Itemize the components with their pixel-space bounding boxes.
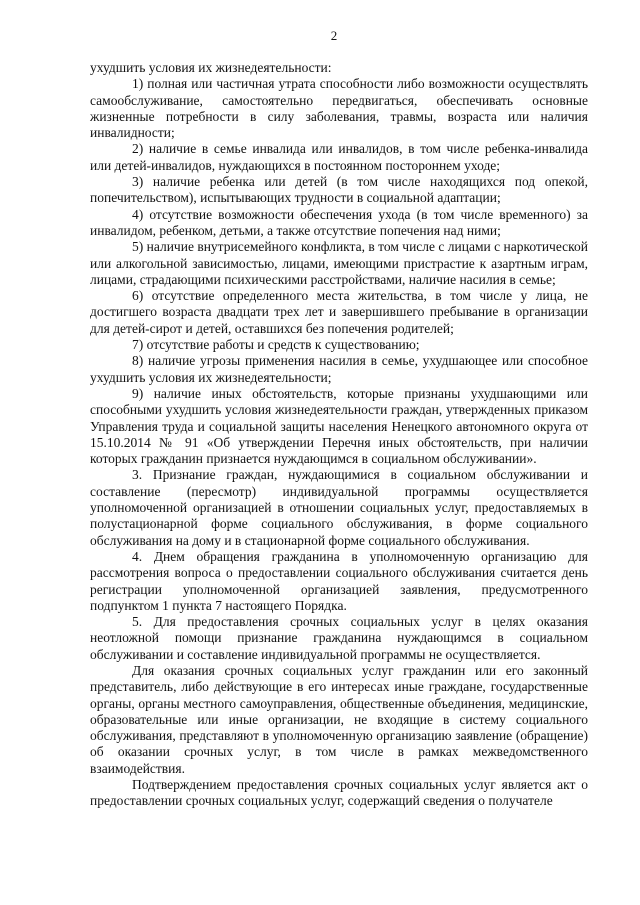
list-item-6: 6) отсутствие определенного места жительства, в том числе у лица, не достигшего возраста двадцати трех лет и завершившего пребывание в организации для детей-сирот и детей, оставшихся без попечения родителей; (90, 288, 588, 336)
list-item-1: 1) полная или частичная утрата способности либо возможности осуществлять самообслуживание, самостоятельно передвигаться, обеспечивать основные жизненные потребности в силу заболевания, травмы, возраста или наличия инвалидности; (90, 76, 588, 141)
list-item-2: 2) наличие в семье инвалида или инвалидов, в том числе ребенка-инвалида или детей-инвалидов, нуждающихся в постоянном постороннем уходе; (90, 141, 588, 173)
list-item-8: 8) наличие угрозы применения насилия в семье, ухудшающее или способное ухудшить условия их жизнедеятельности; (90, 353, 588, 385)
urgent-services-paragraph: Для оказания срочных социальных услуг гражданин или его законный представитель, либо действующие в его интересах иные граждане, государственные органы, органы местного самоуправления, общественные объединения, медицинские, образовательные или иные организации, не входящие в систему социального обслуживания, представляют в уполномоченную организацию заявление (обращение) об оказании срочных услуг, в том числе в рамках межведомственного взаимодействия. (90, 662, 588, 776)
document-body (90, 60, 588, 810)
document-page (90, 28, 588, 810)
list-item-3: 3) наличие ребенка или детей (в том числе находящихся под опекой, попечительством), испытывающих трудности в социальной адаптации; (90, 174, 588, 206)
page-number: 2 (330, 28, 338, 43)
section-5-paragraph: 5. Для предоставления срочных социальных услуг в целях оказания неотложной помощи признание гражданина нуждающимся в социальном обслуживании и составление индивидуальной программы не осуществляется. (90, 614, 588, 662)
section-3-paragraph: 3. Признание граждан, нуждающимися в социальном обслуживании и составление (пересмотр) индивидуальной программы осуществляется уполномоченной организацией в отношении социальных услуг, предоставляемых в полустационарной форме социального обслуживания, в форме социального обслуживания на дому и в стационарной форме социального обслуживания. (90, 467, 588, 548)
list-item-5: 5) наличие внутрисемейного конфликта, в том числе с лицами с наркотической или алкогольной зависимостью, лицами, имеющими пристрастие к азартным играм, лицами, страдающими психическими расстройствами, наличие насилия в семье; (90, 239, 588, 287)
list-item-9: 9) наличие иных обстоятельств, которые признаны ухудшающими или способными ухудшить условия жизнедеятельности граждан, утвержденных приказом Управления труда и социальной защиты населения Ненецкого автономного округа от 15.10.2014 № 91 «Об утверждении Перечня иных обстоятельств, при наличии которых гражданин признается нуждающимся в социальном обслуживании». (90, 385, 588, 467)
list-item-4: 4) отсутствие возможности обеспечения ухода (в том числе временного) за инвалидом, ребенком, детьми, а также отсутствие попечения над ними; (90, 206, 588, 238)
section-4-paragraph: 4. Днем обращения гражданина в уполномоченную организацию для рассмотрения вопроса о предоставлении социального обслуживания считается день регистрации уполномоченной организацией заявления, предусмотренного подпунктом 1 пункта 7 настоящего Порядка. (90, 548, 588, 613)
paragraph-intro: ухудшить условия их жизнедеятельности: (90, 60, 332, 75)
list-item-7: 7) отсутствие работы и средств к существованию; (132, 337, 420, 353)
confirmation-paragraph: Подтверждением предоставления срочных социальных услуг является акт о предоставлении срочных социальных услуг, содержащий сведения о получателе (90, 777, 588, 809)
